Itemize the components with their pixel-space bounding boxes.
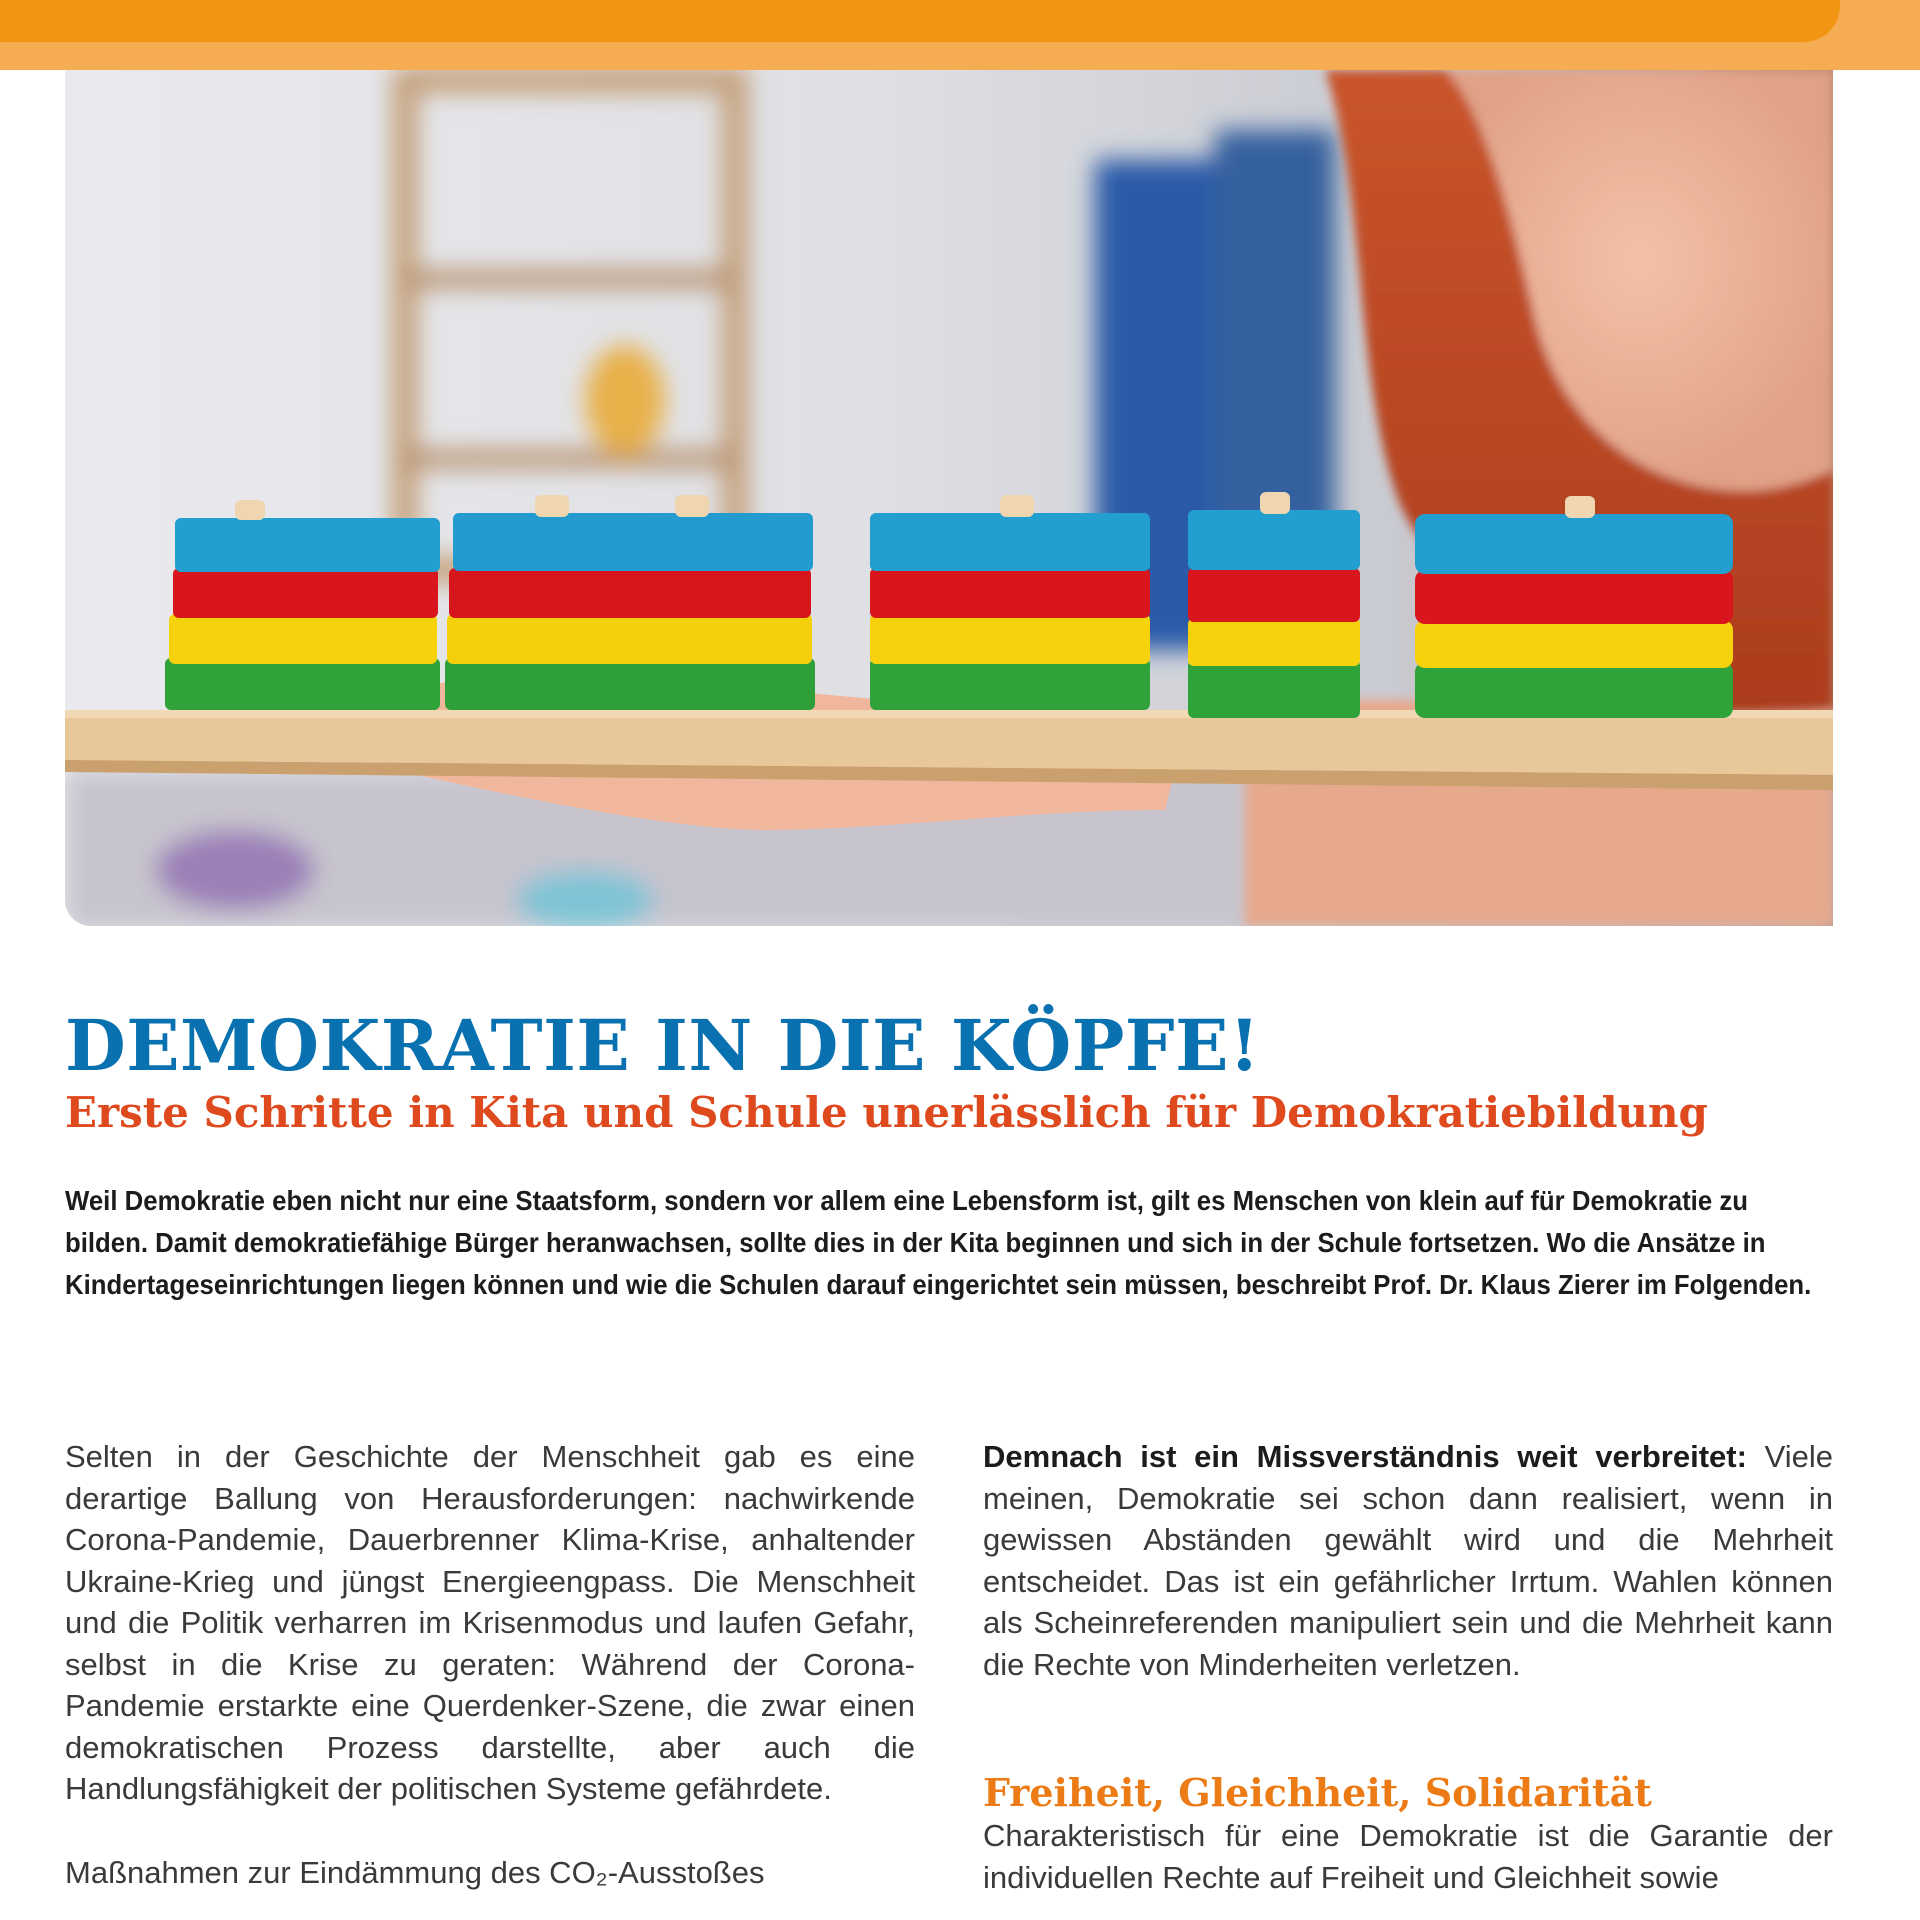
right-paragraph-1-text: Viele meinen, Demokratie sei schon dann realisiert, wenn in gewissen Abständen gewählt wird und die Mehrheit entscheidet. Das ist ein gefährlicher Irrtum. Wahlen können als Scheinreferenden manipuliert sein und die Mehrheit kann die Rechte von Minderheiten verletzen.	[983, 1439, 1833, 1682]
section-heading: Freiheit, Gleichheit, Solidarität	[983, 1770, 1652, 1815]
article-title: DEMOKRATIE IN DIE KÖPFE!	[65, 1004, 1261, 1087]
right-paragraph-1-lead-in: Demnach ist ein Missverständnis weit verbreitet:	[983, 1439, 1747, 1474]
article-lead: Weil Demokratie eben nicht nur eine Staatsform, sondern vor allem eine Lebensform ist, gilt es Menschen von klein auf für Demokratie zu bilden. Damit demokratiefähige Bürger heranwachsen, sollte dies in der Kita beginnen und sich in der Schule fortsetzen. Wo die Ansätze in Kindertageseinrichtungen liegen können und wie die Schulen darauf eingerichtet sein müssen, beschreibt Prof. Dr. Klaus Zierer im Folgenden.	[65, 1185, 1812, 1300]
article-subtitle: Erste Schritte in Kita und Schule unerlässlich für Demokratiebildung	[65, 1088, 1708, 1137]
right-paragraph-1	[983, 1436, 1833, 1685]
right-column	[983, 1436, 1833, 1898]
left-paragraph-1: Selten in der Geschichte der Menschheit gab es eine derartige Ballung von Herausforderungen: nachwirkende Corona-Pandemie, Dauerbrenner Klima-Krise, anhaltender Ukraine-Krieg und jüngst Energieengpass. Die Menschheit und die Politik verharren im Krisenmodus und laufen Gefahr, selbst in die Krise zu geraten: Während der Corona-Pandemie erstarkte eine Querdenker-Szene, die zwar einen demokratischen Prozess darstellte, aber auch die Handlungsfähigkeit der politischen Systeme gefährdete.	[65, 1439, 915, 1806]
left-paragraph-2: Maßnahmen zur Eindämmung des CO₂-Ausstoßes	[65, 1854, 765, 1890]
right-paragraph-2: Charakteristisch für eine Demokratie ist die Garantie der individuellen Rechte auf Freiheit und Gleichheit sowie	[983, 1818, 1833, 1895]
hero-photo	[65, 70, 1833, 926]
child-stacking-blocks-illustration	[65, 70, 1833, 926]
left-column	[65, 1436, 915, 1893]
top-banner	[0, 0, 1840, 42]
